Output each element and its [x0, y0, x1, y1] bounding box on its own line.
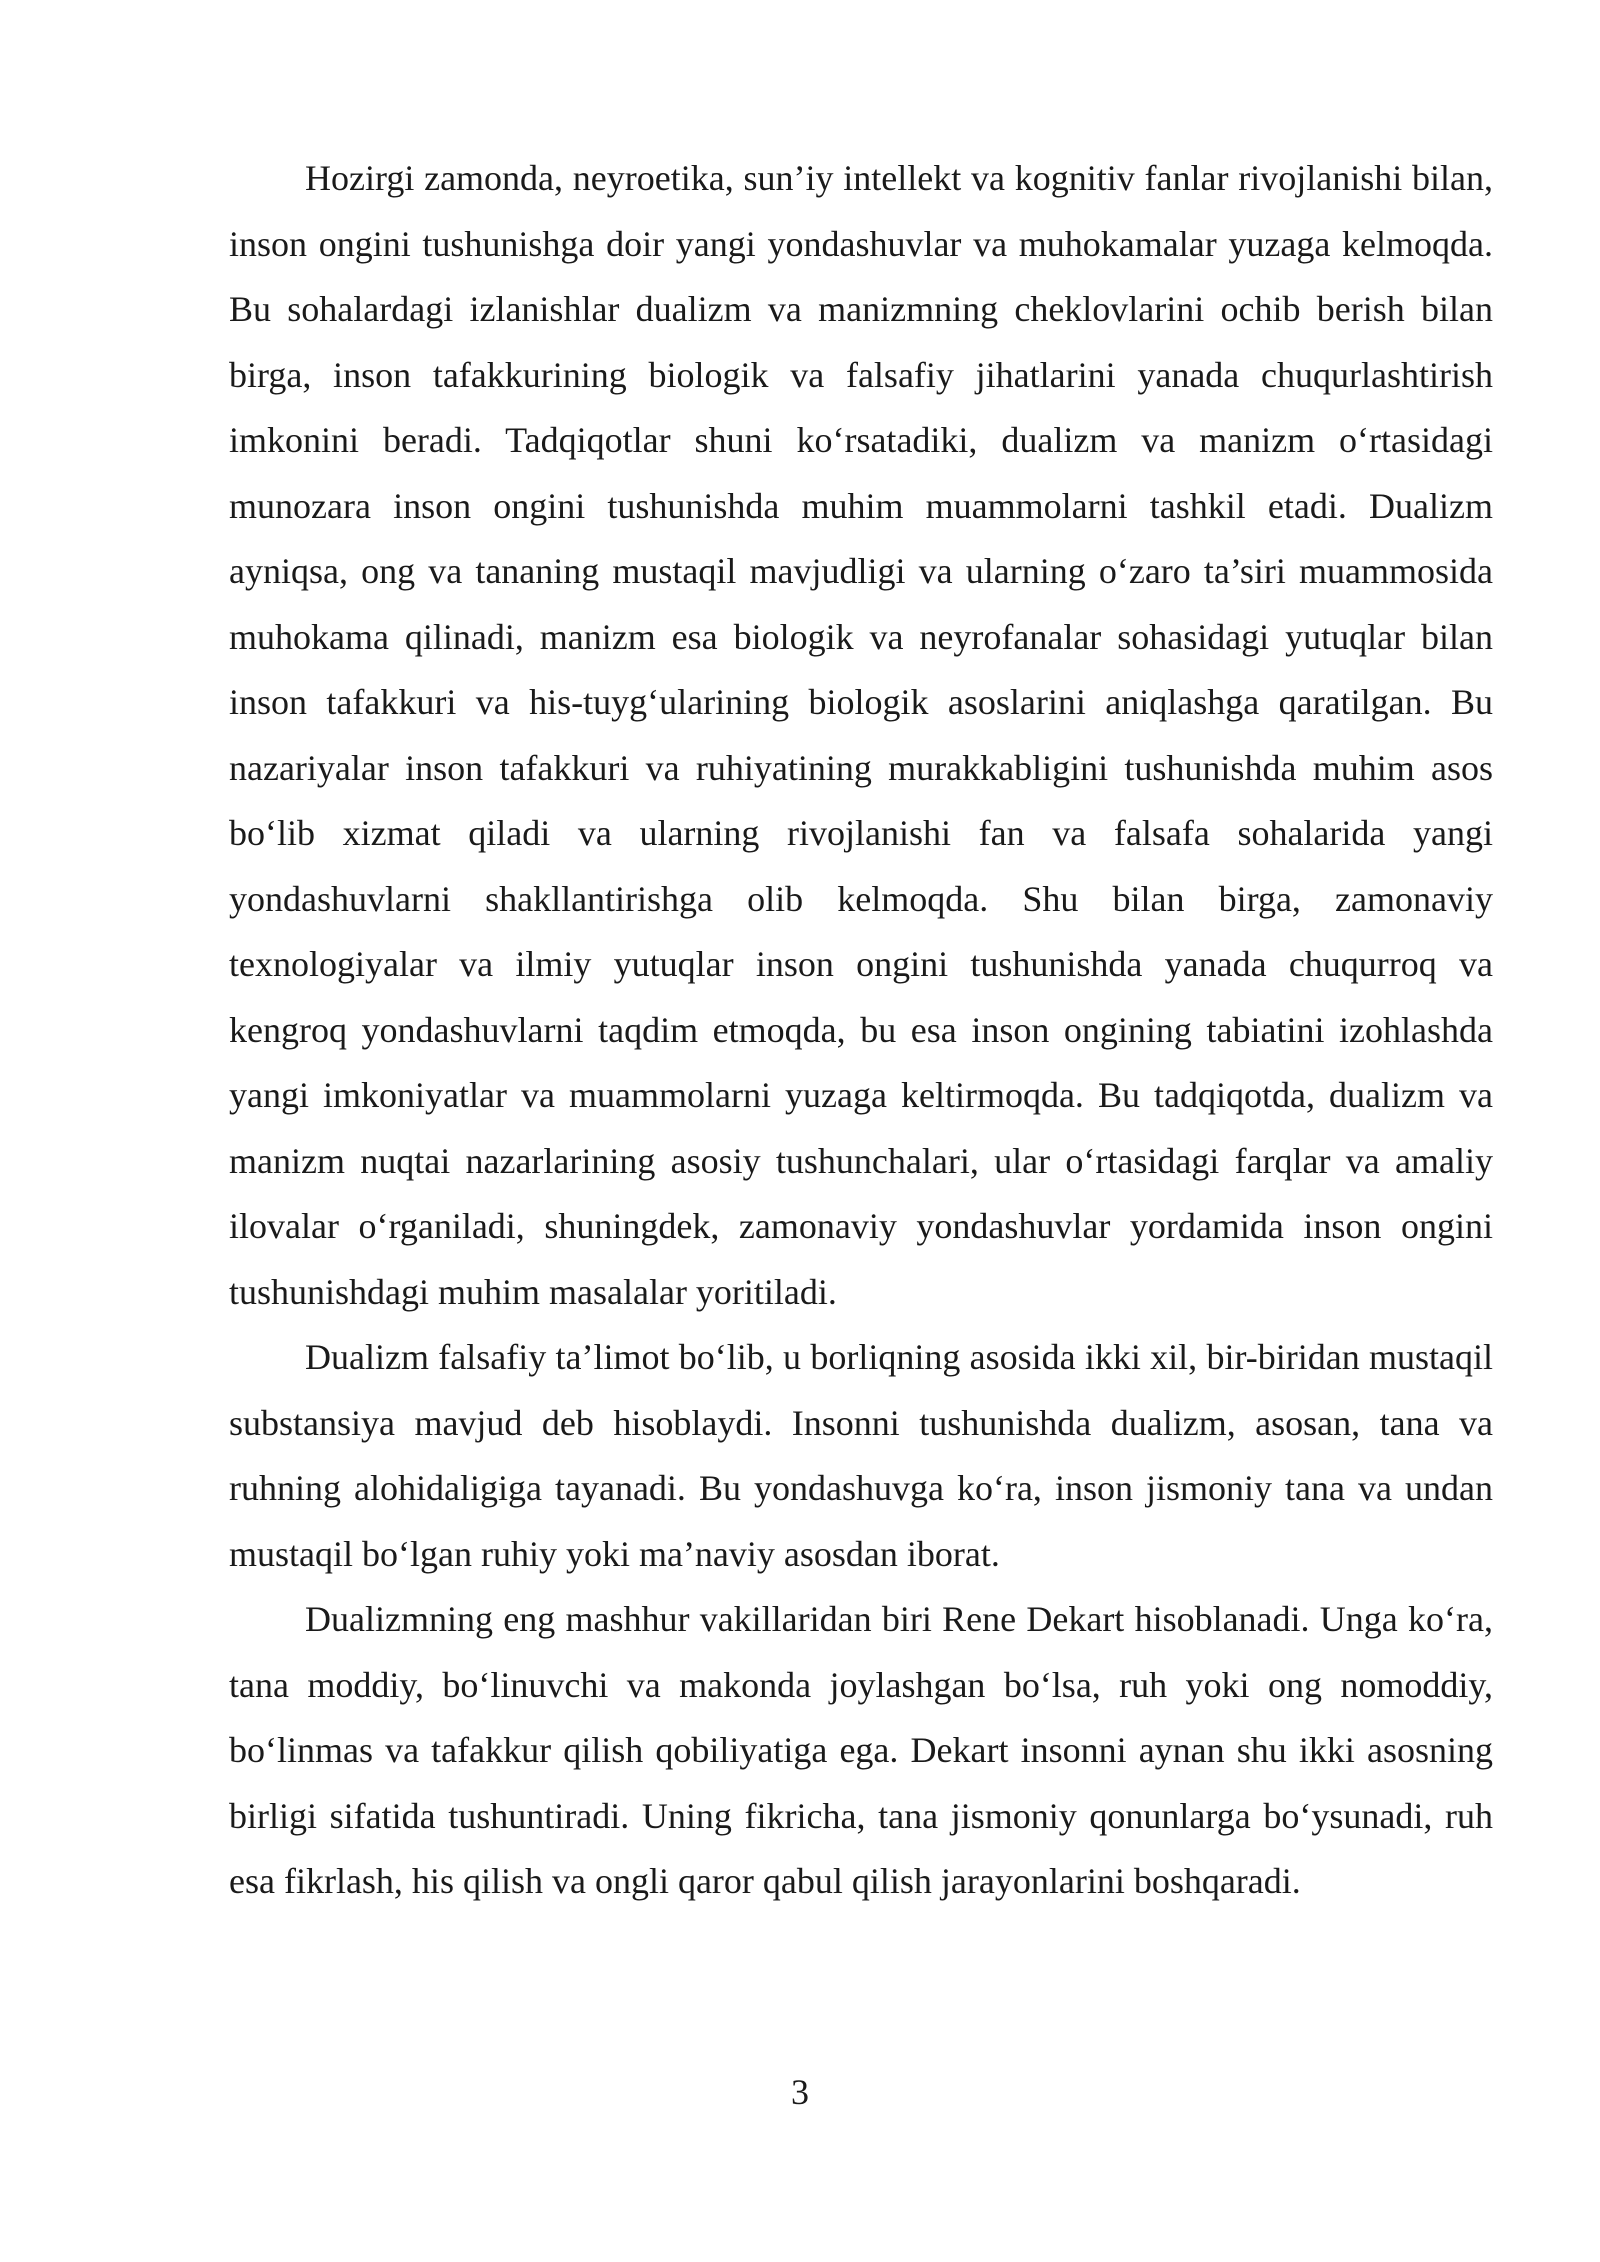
paragraph-2: Dualizm falsafiy ta’limot bo‘lib, u borliqning asosida ikki xil, bir-biridan mustaqil substansiya mavjud deb hisoblaydi. Insonni tushunishda dualizm, asosan, tana va ruhning alohidaligiga tayanadi. Bu yondashuvga ko‘ra, inson jismoniy tana va undan mustaqil bo‘lgan ruhiy yoki ma’naviy asosdan iborat. — [229, 1337, 1493, 1574]
paragraph-3: Dualizmning eng mashhur vakillaridan biri Rene Dekart hisoblanadi. Unga ko‘ra, tana moddiy, bo‘linuvchi va makonda joylashgan bo‘lsa, ruh yoki ong nomoddiy, bo‘linmas va tafakkur qilish qobiliyatiga ega. Dekart insonni aynan shu ikki asosning birligi sifatida tushuntiradi. Uning fikricha, tana jismoniy qonunlarga bo‘ysunadi, ruh esa fikrlash, his qilish va ongli qaror qabul qilish jarayonlarini boshqaradi. — [229, 1599, 1493, 1901]
body-text — [229, 146, 1493, 1915]
paragraph-1: Hozirgi zamonda, neyroetika, sun’iy intellekt va kognitiv fanlar rivojlanishi bilan, inson ongini tushunishga doir yangi yondashuvlar va muhokamalar yuzaga kelmoqda. Bu sohalardagi izlanishlar dualizm va manizmning cheklovlarini ochib berish bilan birga, inson tafakkurining biologik va falsafiy jihatlarini yanada chuqurlashtirish imkonini beradi. Tadqiqotlar shuni ko‘rsatadiki, dualizm va manizm o‘rtasidagi munozara inson ongini tushunishda muhim muammolarni tashkil etadi. Dualizm ayniqsa, ong va tananing mustaqil mavjudligi va ularning o‘zaro ta’siri muammosida muhokama qilinadi, manizm esa biologik va neyrofanalar sohasidagi yutuqlar bilan inson tafakkuri va his-tuyg‘ularining biologik asoslarini aniqlashga qaratilgan. Bu nazariyalar inson tafakkuri va ruhiyatining murakkabligini tushunishda muhim asos bo‘lib xizmat qiladi va ularning rivojlanishi fan va falsafa sohalarida yangi yondashuvlarni shakllantirishga olib kelmoqda. Shu bilan birga, zamonaviy texnologiyalar va ilmiy yutuqlar inson ongini tushunishda yanada chuqurroq va kengroq yondashuvlarni taqdim etmoqda, bu esa inson ongining tabiatini izohlashda yangi imkoniyatlar va muammolarni yuzaga keltirmoqda. Bu tadqiqotda, dualizm va manizm nuqtai nazarlarining asosiy tushunchalari, ular o‘rtasidagi farqlar va amaliy ilovalar o‘rganiladi, shuningdek, zamonaviy yondashuvlar yordamida inson ongini tushunishdagi muhim masalalar yoritiladi. — [229, 158, 1493, 1312]
page-number: 3 — [791, 2072, 809, 2112]
